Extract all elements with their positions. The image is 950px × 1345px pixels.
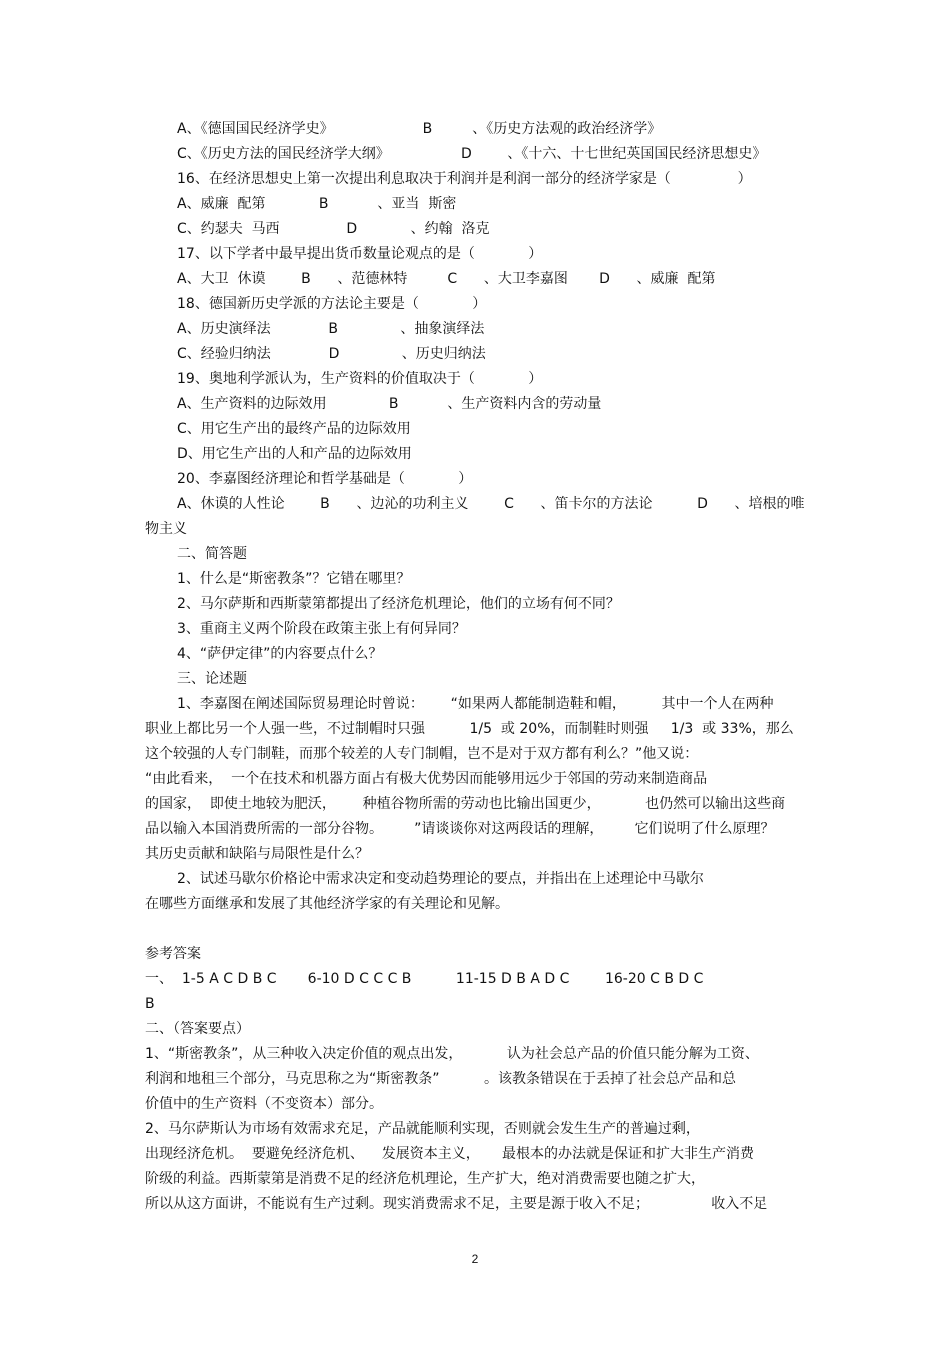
text-line: 一、 1-5 A C D B C 6-10 D C C C B 11-15 D B A D C 16-20 C B D C (145, 971, 704, 987)
text-line: 4、“萨伊定律”的内容要点什么？ (177, 646, 383, 662)
section-heading: 三、论述题 (177, 671, 247, 687)
text-line: 物主义 (145, 521, 187, 537)
text-line: A、历史演绎法 B 、抽象演绎法 (177, 321, 485, 337)
text-line: C、经验归纳法 D 、历史归纳法 (177, 346, 486, 362)
text-line: 在哪些方面继承和发展了其他经济学家的有关理论和见解。 (145, 896, 509, 912)
text-line: 1、什么是“斯密教条”？它错在哪里？ (177, 571, 411, 587)
text-line: 这个较强的人专门制鞋，而那个较差的人专门制帽，岂不是对于双方都有利么？”他又说： (145, 746, 699, 762)
text-line: A、威廉 配第 B 、亚当 斯密 (177, 196, 457, 212)
text-line: D、用它生产出的人和产品的边际效用 (177, 446, 412, 462)
text-line: 2、马尔萨斯和西斯蒙第都提出了经济危机理论，他们的立场有何不同？ (177, 596, 620, 612)
text-line: A、生产资料的边际效用 B 、生产资料内含的劳动量 (177, 396, 602, 412)
text-line: “由此看来， 一个在技术和机器方面占有极大优势因而能够用远少于邻国的劳动来制造商品 (145, 771, 708, 787)
text-line: 的国家， 即使土地较为肥沃， 种植谷物所需的劳动也比输出国更少， 也仍然可以输出这些商 (145, 796, 786, 812)
text-line: 3、重商主义两个阶段在政策主张上有何异同？ (177, 621, 466, 637)
text-line: 价值中的生产资料（不变资本）部分。 (145, 1096, 383, 1112)
text-line: C、用它生产出的最终产品的边际效用 (177, 421, 411, 437)
text-line: A、休谟的人性论 B 、边沁的功利主义 C 、笛卡尔的方法论 D 、培根的唯 (177, 496, 805, 512)
text-line: 品以输入本国消费所需的一部分谷物。 ”请谈谈你对这两段话的理解， 它们说明了什么原理？ (145, 821, 775, 837)
text-line: 1、“斯密教条”，从三种收入决定价值的观点出发， 认为社会总产品的价值只能分解为工资、 (145, 1046, 759, 1062)
text-line: C、约瑟夫 马西 D 、约翰 洛克 (177, 221, 490, 237)
text-line: 18、德国新历史学派的方法论主要是（ ） (177, 296, 487, 312)
text-line: B (145, 996, 155, 1012)
answers-heading: 参考答案 (145, 946, 201, 962)
text-line: 所以从这方面讲，不能说有生产过剩。现实消费需求不足，主要是源于收入不足； 收入不足 (145, 1196, 768, 1212)
text-line: 19、奥地利学派认为，生产资料的价值取决于（ ） (177, 371, 543, 387)
text-line: 1、李嘉图在阐述国际贸易理论时曾说： “如果两人都能制造鞋和帽， 其中一个人在两种 (177, 696, 774, 712)
text-line: C、《历史方法的国民经济学大纲》 D 、《十六、十七世纪英国国民经济思想史》 (177, 146, 767, 162)
text-line: 出现经济危机。 要避免经济危机、 发展资本主义， 最根本的办法就是保证和扩大非生产消费 (145, 1146, 754, 1162)
page-number: 2 (471, 1252, 479, 1266)
text-line: 其历史贡献和缺陷与局限性是什么？ (145, 846, 369, 862)
text-line: 17、以下学者中最早提出货币数量论观点的是（ ） (177, 246, 543, 262)
text-line: 16、在经济思想史上第一次提出利息取决于利润并是利润一部分的经济学家是（ ） (177, 171, 752, 187)
text-line: 20、李嘉图经济理论和哲学基础是（ ） (177, 471, 473, 487)
text-line: A、大卫 休谟 B 、范德林特 C 、大卫李嘉图 D 、威廉 配第 (177, 271, 716, 287)
section-heading: 二、简答题 (177, 546, 247, 562)
text-line: 阶级的利益。西斯蒙第是消费不足的经济危机理论，生产扩大，绝对消费需要也随之扩大， (145, 1171, 705, 1187)
text-line: 2、试述马歇尔价格论中需求决定和变动趋势理论的要点，并指出在上述理论中马歇尔 (177, 871, 704, 887)
text-line: A、《德国国民经济学史》 B 、《历史方法观的政治经济学》 (177, 121, 662, 137)
text-line: 职业上都比另一个人强一些，不过制帽时只强 1/5 或 20%，而制鞋时则强 1/3 或 33%，那么 (145, 721, 794, 737)
text-line: 二、（答案要点） (145, 1021, 250, 1037)
text-line: 2、马尔萨斯认为市场有效需求充足，产品就能顺利实现，否则就会发生生产的普遍过剩， (145, 1121, 700, 1137)
text-line: 利润和地租三个部分，马克思称之为“斯密教条” 。该教条错误在于丢掉了社会总产品和总 (145, 1071, 737, 1087)
